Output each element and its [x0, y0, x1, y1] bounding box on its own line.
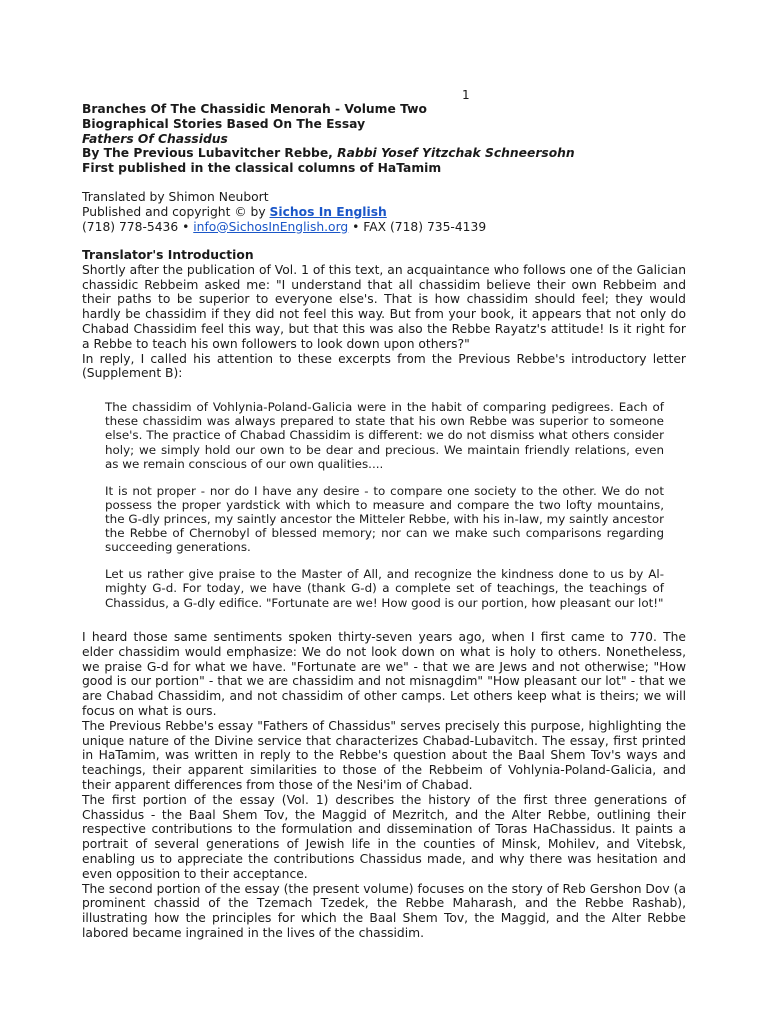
- publisher-link[interactable]: Sichos In English: [269, 204, 387, 219]
- body-paragraph: The first portion of the essay (Vol. 1) describes the history of the first three generations of Chassidus - the Baal Shem Tov, the Maggid of Mezritch, and the Alter Rebbe, outlining their respective contributions to the formulation and dissemination of Toras HaChassidus. It paints a portrait of several generations of Jewish life in the counties of Minsk, Mohilev, and Vitebsk, enabling us to appreciate the contributions Chassidus made, and why there was hesitation and even opposition to their acceptance.: [82, 792, 686, 881]
- first-published-line: First published in the classical columns of HaTamim: [82, 161, 442, 176]
- quote-paragraph: The chassidim of Vohlynia-Poland-Galicia were in the habit of comparing pedigrees. Each of these chassidim was always prepared to state that his own Rebbe was superior to someone else's. The practice of Chabad Chassidim is different: we do not dismiss what others consider holy; we simply hold our own to be dear and precious. We maintain friendly relations, even as we remain conscious of our own qualities....: [105, 400, 664, 471]
- publisher-prefix: Published and copyright © by: [82, 204, 270, 219]
- publisher-line: [82, 205, 486, 220]
- essay-title: Fathers Of Chassidus: [82, 131, 228, 146]
- intro-heading: Translator's Introduction: [82, 248, 254, 262]
- quote-paragraph: It is not proper - nor do I have any desire - to compare one society to the other. We do not possess the proper yardstick with which to measure and compare the two lofty mountains, the G-dly princes, my saintly ancestor the Mitteler Rebbe, with his in-law, my saintly ancestor the Rebbe of Chernobyl of blessed memory; nor can we make such comparisons regarding succeeding generations.: [105, 483, 664, 555]
- quoted-excerpts: [105, 400, 664, 622]
- document-header: [82, 102, 686, 176]
- body-paragraph: The Previous Rebbe's essay "Fathers of Chassidus" serves precisely this purpose, highlighting the unique nature of the Divine service that characterizes Chabad-Lubavitch. The essay, first printed in HaTamim, was written in reply to the Rebbe's question about the Baal Shem Tov's ways and teachings, their apparent similarities to those of the Rebbeim of Vohlynia-Poland-Galicia, and their apparent differences from those of the Nesi'im of Chabad.: [82, 718, 686, 792]
- fax-number: • FAX (718) 735-4139: [348, 219, 487, 234]
- document-title: Branches Of The Chassidic Menorah - Volume Two: [82, 102, 427, 116]
- translators-introduction: [82, 248, 686, 381]
- author-prefix: By The Previous Lubavitcher Rebbe,: [82, 146, 338, 161]
- body-text: [82, 630, 686, 941]
- intro-paragraph: In reply, I called his attention to these excerpts from the Previous Rebbe's introductory letter (Supplement B):: [82, 351, 686, 381]
- translator-line: Translated by Shimon Neubort: [82, 190, 269, 204]
- publication-info: [82, 190, 486, 234]
- body-paragraph: The second portion of the essay (the present volume) focuses on the story of Reb Gershon Dov (a prominent chassid of the Tzemach Tzedek, the Rebbe Maharash, and the Rebbe Rashab), illustrating how the principles for which the Baal Shem Tov, the Maggid, and the Alter Rebbe labored became ingrained in the lives of the chassidim.: [82, 881, 686, 940]
- author-name: Rabbi Yosef Yitzchak Schneersohn: [337, 146, 575, 161]
- phone-number: (718) 778-5436 •: [82, 219, 194, 234]
- email-link[interactable]: info@SichosInEnglish.org: [193, 219, 349, 234]
- contact-line: [82, 220, 486, 235]
- quote-paragraph: Let us rather give praise to the Master of All, and recognize the kindness done to us by Al-mighty G-d. For today, we have (thank G-d) a complete set of teachings, the teachings of Chassidus, a G-dly edifice. "Fortunate are we! How good is our portion, how pleasant our lot!": [105, 567, 664, 610]
- document-subtitle: Biographical Stories Based On The Essay: [82, 116, 366, 131]
- intro-paragraph: Shortly after the publication of Vol. 1 of this text, an acquaintance who follows one of the Galician chassidic Rebbeim asked me: "I understand that all chassidim believe their own Rebbeim and their paths to be superior to everyone else's. That is how chassidim should feel; they would hardly be chassidim if they did not feel this way. But from your book, it appears that not only do Chabad Chassidim feel this way, but that this was also the Rebbe Rayatz's attitude! Is it right for a Rebbe to teach his own followers to look down upon others?": [82, 262, 686, 351]
- author-line: [82, 146, 686, 161]
- body-paragraph: I heard those same sentiments spoken thirty-seven years ago, when I first came to 770. The elder chassidim would emphasize: We do not look down on what is holy to others. Nonetheless, we praise G-d for what we have. "Fortunate are we" - that we are Jews and not otherwise; "How good is our portion" - that we are chassidim and not misnagdim" "How pleasant our lot" - that we are Chabad Chassidim, and not chassidim of other camps. Let others keep what is theirs; we will focus on what is ours.: [82, 630, 686, 718]
- page-number: 1: [462, 88, 470, 102]
